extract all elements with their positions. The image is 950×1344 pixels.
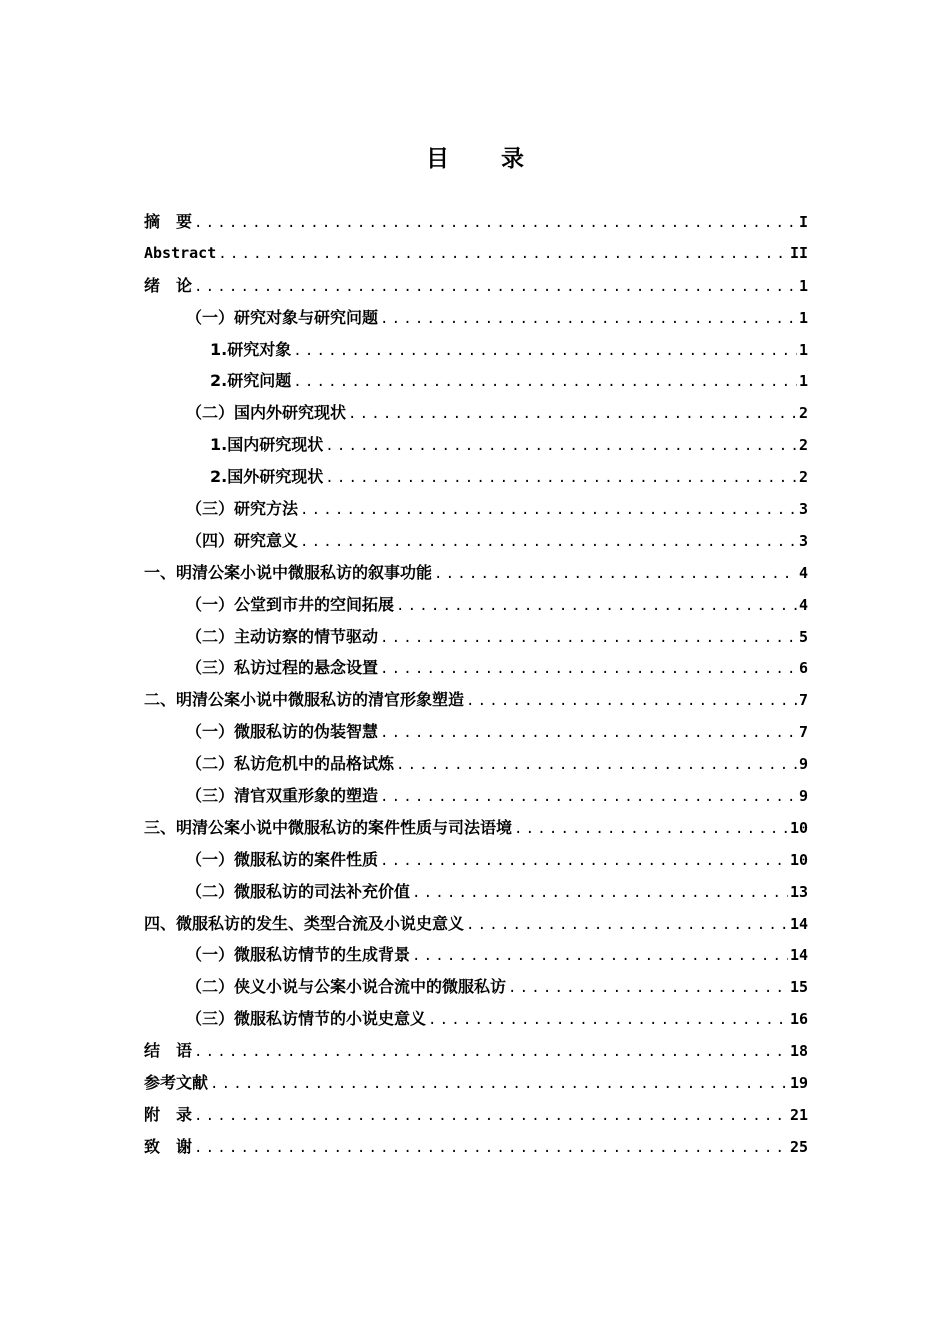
dot-leader	[396, 750, 797, 782]
toc-entry-label: 参考文献	[144, 1073, 209, 1093]
toc-entry[interactable]	[144, 1131, 808, 1163]
toc-entry-label: （三）私访过程的悬念设置	[186, 658, 379, 678]
toc-entry-label: 1.国内研究现状	[210, 435, 324, 455]
toc-entry-page-number: 2	[798, 404, 808, 423]
toc-entry-label: 二、明清公案小说中微服私访的清官形象塑造	[144, 690, 465, 710]
dot-leader	[300, 495, 797, 527]
dot-leader	[218, 239, 788, 271]
toc-entry[interactable]	[144, 557, 808, 589]
toc-entry-page-number: 2	[798, 436, 808, 455]
dot-leader	[380, 623, 797, 655]
toc-entry[interactable]	[144, 652, 808, 684]
toc-entry-page-number: II	[789, 243, 808, 262]
toc-entry-page-number: 10	[789, 818, 808, 837]
dot-leader	[380, 654, 797, 686]
toc-entry[interactable]	[144, 780, 808, 812]
dot-leader	[348, 399, 797, 431]
toc-entry[interactable]	[144, 908, 808, 940]
toc-entry-label: （二）微服私访的司法补充价值	[186, 881, 411, 901]
toc-entry-page-number: 1	[798, 308, 808, 327]
toc-entry[interactable]	[144, 589, 808, 621]
page-title: 目 录	[425, 146, 546, 172]
toc-entry-label: （二）侠义小说与公案小说合流中的微服私访	[186, 977, 507, 997]
toc-entry-page-number: 21	[789, 1105, 808, 1124]
toc-entry-page-number: 9	[798, 787, 808, 806]
dot-leader	[434, 559, 797, 591]
dot-leader	[380, 846, 788, 878]
toc-entry[interactable]	[144, 365, 808, 397]
toc-entry[interactable]	[144, 876, 808, 908]
toc-entry[interactable]	[144, 302, 808, 334]
toc-entry[interactable]	[144, 493, 808, 525]
toc-entry[interactable]	[144, 334, 808, 366]
toc-entry-label: （三）研究方法	[186, 499, 299, 519]
toc-entry-label: 绪 论	[144, 275, 193, 295]
toc-entry-page-number: 16	[789, 1010, 808, 1029]
dot-leader	[293, 336, 797, 368]
toc-entry-label: （三）清官双重形象的塑造	[186, 786, 379, 806]
toc-entry[interactable]	[144, 1099, 808, 1131]
toc-entry-page-number: 2	[798, 468, 808, 487]
toc-entry-page-number: 4	[798, 595, 808, 614]
toc-entry-page-number: 18	[789, 1042, 808, 1061]
toc-entry[interactable]	[144, 1035, 808, 1067]
toc-entry-label: 摘 要	[144, 212, 193, 231]
toc-entry-label: （一）研究对象与研究问题	[186, 307, 379, 327]
toc-entry-label: （四）研究意义	[186, 530, 299, 550]
toc-entry-label: 四、微服私访的发生、类型合流及小说史意义	[144, 913, 465, 933]
toc-entry[interactable]	[144, 812, 808, 844]
toc-entry-page-number: 13	[789, 882, 808, 901]
toc-entry-label: 2.国外研究现状	[210, 467, 324, 487]
dot-leader	[412, 878, 788, 910]
toc-entry-label: Abstract	[144, 243, 217, 262]
dot-leader	[325, 463, 797, 495]
dot-leader	[412, 941, 788, 973]
dot-leader	[396, 591, 797, 623]
dot-leader	[300, 527, 797, 559]
toc-entry[interactable]	[144, 397, 808, 429]
toc-entry-page-number: 1	[798, 276, 808, 295]
toc-entry[interactable]	[144, 429, 808, 461]
toc-entry-label: （一）微服私访的案件性质	[186, 849, 379, 869]
toc-entry-page-number: 19	[789, 1074, 808, 1093]
toc-entry-page-number: I	[798, 213, 808, 231]
toc-entry-label: （二）私访危机中的品格试炼	[186, 754, 395, 774]
toc-entry[interactable]	[144, 621, 808, 653]
toc-entry[interactable]	[144, 748, 808, 780]
toc-entry-page-number: 6	[798, 659, 808, 678]
toc-entry[interactable]	[144, 461, 808, 493]
toc-entry[interactable]	[144, 939, 808, 971]
toc-entry-page-number: 14	[789, 914, 808, 933]
toc-entry-label: （二）主动访察的情节驱动	[186, 626, 379, 646]
dot-leader	[194, 1101, 788, 1133]
toc-entry-page-number: 4	[798, 563, 808, 582]
toc-entry-page-number: 15	[789, 978, 808, 997]
toc-entry-label: 附 录	[144, 1104, 193, 1124]
toc-entry-label: （一）微服私访情节的生成背景	[186, 945, 411, 965]
toc-entry-page-number: 1	[798, 340, 808, 359]
toc-entry-page-number: 14	[789, 946, 808, 965]
dot-leader	[194, 1037, 788, 1069]
dot-leader	[194, 272, 797, 304]
dot-leader	[508, 973, 788, 1005]
toc-entry-label: 一、明清公案小说中微服私访的叙事功能	[144, 562, 433, 582]
toc-entry[interactable]	[144, 844, 808, 876]
toc-entry[interactable]	[144, 971, 808, 1003]
toc-entry-page-number: 10	[789, 850, 808, 869]
toc-entry-label: （一）微服私访的伪装智慧	[186, 722, 379, 742]
toc-entry[interactable]	[144, 270, 808, 302]
dot-leader	[466, 910, 788, 942]
toc-entry-label: （三）微服私访情节的小说史意义	[186, 1009, 427, 1029]
toc-entry-label: 2.研究问题	[210, 371, 292, 391]
toc-entry[interactable]	[144, 684, 808, 716]
toc-entry-label: （二）国内外研究现状	[186, 403, 347, 423]
toc-entry-label: 1.研究对象	[210, 339, 292, 359]
dot-leader	[325, 431, 797, 463]
dot-leader	[194, 208, 797, 240]
toc-entry[interactable]	[144, 206, 808, 238]
toc-entry-label: （一）公堂到市井的空间拓展	[186, 594, 395, 614]
dot-leader	[428, 1005, 788, 1037]
dot-leader	[194, 1133, 788, 1165]
dot-leader	[380, 718, 797, 750]
toc-entry-page-number: 3	[798, 500, 808, 519]
dot-leader	[380, 782, 797, 814]
dot-leader	[380, 304, 797, 336]
toc-entry-label: 结 语	[144, 1041, 193, 1061]
dot-leader	[514, 814, 788, 846]
toc-entry-page-number: 7	[798, 723, 808, 742]
toc-entry-label: 致 谢	[144, 1136, 193, 1156]
dot-leader	[466, 686, 797, 718]
toc-entry-page-number: 1	[798, 372, 808, 391]
toc-entry-page-number: 7	[798, 691, 808, 710]
toc-entry[interactable]	[144, 525, 808, 557]
toc-entry[interactable]	[144, 1067, 808, 1099]
toc-entry[interactable]	[144, 716, 808, 748]
toc-entry[interactable]	[144, 238, 808, 270]
toc-entry[interactable]	[144, 1003, 808, 1035]
toc-entry-page-number: 5	[798, 627, 808, 646]
dot-leader	[293, 367, 797, 399]
table-of-contents	[144, 206, 808, 1163]
toc-entry-page-number: 3	[798, 531, 808, 550]
toc-entry-label: 三、明清公案小说中微服私访的案件性质与司法语境	[144, 817, 513, 837]
toc-entry-page-number: 9	[798, 755, 808, 774]
dot-leader	[210, 1069, 788, 1101]
toc-entry-page-number: 25	[789, 1137, 808, 1156]
